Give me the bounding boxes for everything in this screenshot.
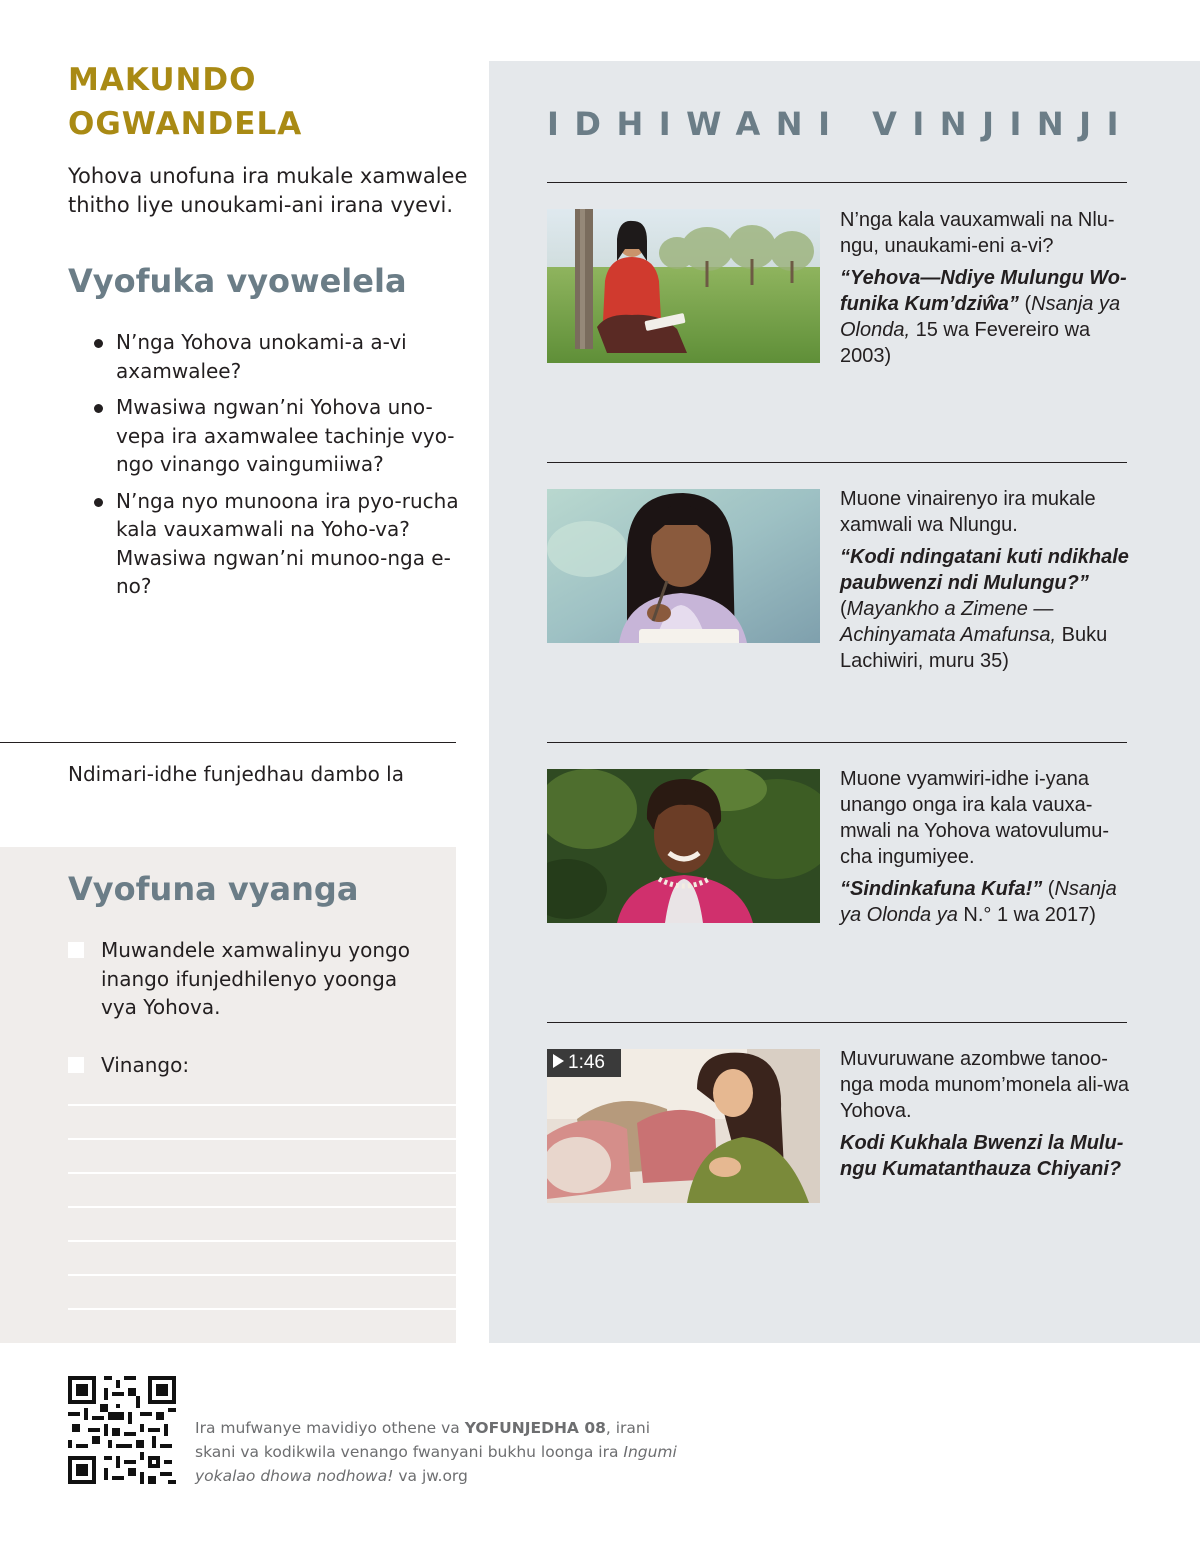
reference-title[interactable]: “Yehova—Ndiye Mulungu Wo-funika Kum’dziŵa” xyxy=(840,267,1127,315)
goal-checkbox[interactable] xyxy=(68,942,84,958)
reference-source: Nsanja ya Olonda, xyxy=(840,293,1121,341)
writing-line[interactable] xyxy=(68,1172,456,1174)
reference-source: Nsanja ya Olonda ya xyxy=(840,878,1117,926)
reference-title[interactable]: “Kodi ndingatani kuti ndikhale paubwenzi ndi Mulungu?” xyxy=(840,546,1129,594)
girl-studying-bible-photo[interactable] xyxy=(547,489,820,643)
divider xyxy=(547,742,1127,743)
play-icon[interactable] xyxy=(553,1054,564,1068)
goal-label: Muwandele xamwalinyu yongo inango ifunjedhilenyo yoonga vya Yohova. xyxy=(101,938,410,1019)
discover-item-text xyxy=(840,207,1130,369)
goals-heading: Vyofuna vyanga xyxy=(68,870,359,908)
writing-line[interactable] xyxy=(68,1308,456,1310)
writing-line[interactable] xyxy=(68,1206,456,1208)
writing-line[interactable] xyxy=(68,1240,456,1242)
video-duration: 1:46 xyxy=(568,1052,605,1073)
footer-lesson: YOFUNJEDHA 08 xyxy=(464,1419,606,1437)
young-woman-praying-video-thumbnail[interactable] xyxy=(547,1049,820,1203)
review-heading: Vyofuka vyowelela xyxy=(68,262,407,300)
reference-detail: N.° 1 wa 2017) xyxy=(957,904,1096,926)
goal-label: Vinango: xyxy=(101,1053,190,1077)
reference-paren: ( xyxy=(1042,878,1055,900)
writing-line[interactable] xyxy=(68,1138,456,1140)
woman-sitting-in-orchard-photo[interactable] xyxy=(547,209,820,363)
footer-text: va jw.org xyxy=(393,1467,468,1485)
footer-text: , irani skani va kodikwila venango fwanyani bukhu loonga ira xyxy=(195,1419,651,1461)
summary-title-line-2: OGWANDELA xyxy=(68,106,303,142)
discover-reference[interactable] xyxy=(840,265,1130,369)
divider xyxy=(547,1022,1127,1023)
review-question: N’nga Yohova unokami-a a-vi axamwalee? xyxy=(92,328,460,385)
review-question-list xyxy=(92,328,460,609)
discover-item-text xyxy=(840,486,1130,674)
summary-intro: Yohova unofuna ira mukale xamwalee thitho liye unoukami-ani irana vyevi. xyxy=(68,164,468,217)
reference-source: Mayankho a Zimene —Achinyamata Amafunsa, xyxy=(840,598,1057,646)
learned-prompt: Ndimari-idhe funjedhau dambo la xyxy=(68,762,404,786)
summary-title xyxy=(68,58,302,146)
discover-item-text xyxy=(840,766,1130,928)
goal-checkbox[interactable] xyxy=(68,1057,84,1073)
reference-detail: Buku Lachiwiri, muru 35) xyxy=(840,624,1108,672)
summary-title-line-1: MAKUNDO xyxy=(68,62,257,98)
discover-reference[interactable] xyxy=(840,1130,1130,1182)
discover-reference[interactable] xyxy=(840,544,1130,674)
writing-line[interactable] xyxy=(68,1274,456,1276)
footer-note xyxy=(195,1416,695,1488)
discover-question: Muvuruwane azombwe tanoo-nga moda munom’monela ali-wa Yohova. xyxy=(840,1048,1130,1122)
discover-question: N’nga kala vauxamwali na Nlu-ngu, unaukami-eni a-vi? xyxy=(840,209,1115,257)
reference-title[interactable]: Kodi Kukhala Bwenzi la Mulu-ngu Kumatanthauza Chiyani? xyxy=(840,1132,1124,1180)
writing-line[interactable] xyxy=(68,1104,456,1106)
discover-reference[interactable] xyxy=(840,876,1130,928)
review-question: N’nga nyo munoona ira pyo-rucha kala vauxamwali na Yoho-va? Mwasiwa ngwan’ni munoo-nga e-no? xyxy=(92,487,460,601)
reference-paren: ( xyxy=(840,598,847,620)
discover-question: Muone vinairenyo ira mukale xamwali wa Nlungu. xyxy=(840,488,1096,536)
goals-box xyxy=(0,847,456,1343)
footer-text: Ira mufwanye mavidiyo othene va xyxy=(195,1419,465,1437)
goal-item[interactable] xyxy=(68,936,428,1022)
footer-book-title: Ingumi yokalao dhowa nodhowa! xyxy=(195,1443,677,1485)
divider xyxy=(547,462,1127,463)
discover-heading: IDHIWANI VINJINJI xyxy=(547,105,1134,143)
smiling-woman-photo[interactable] xyxy=(547,769,820,923)
reference-detail: 15 wa Fevereiro wa 2003) xyxy=(840,319,1091,367)
goal-item[interactable] xyxy=(68,1051,428,1080)
divider xyxy=(0,742,456,743)
review-question: Mwasiwa ngwan’ni Yohova uno-vepa ira axamwalee tachinje vyo-ngo vinango vaingumiiwa? xyxy=(92,393,460,479)
discover-item-text xyxy=(840,1046,1130,1182)
discover-question: Muone vyamwiri-idhe i-yana unango onga ira kala vauxa-mwali na Yohova watovulumu-cha ingumiyee. xyxy=(840,768,1110,868)
divider xyxy=(547,182,1127,183)
qr-code-icon[interactable] xyxy=(68,1376,176,1484)
reference-title[interactable]: “Sindinkafuna Kufa!” xyxy=(840,878,1043,900)
reference-paren: ( xyxy=(1018,293,1032,315)
video-duration-badge[interactable] xyxy=(547,1049,621,1077)
